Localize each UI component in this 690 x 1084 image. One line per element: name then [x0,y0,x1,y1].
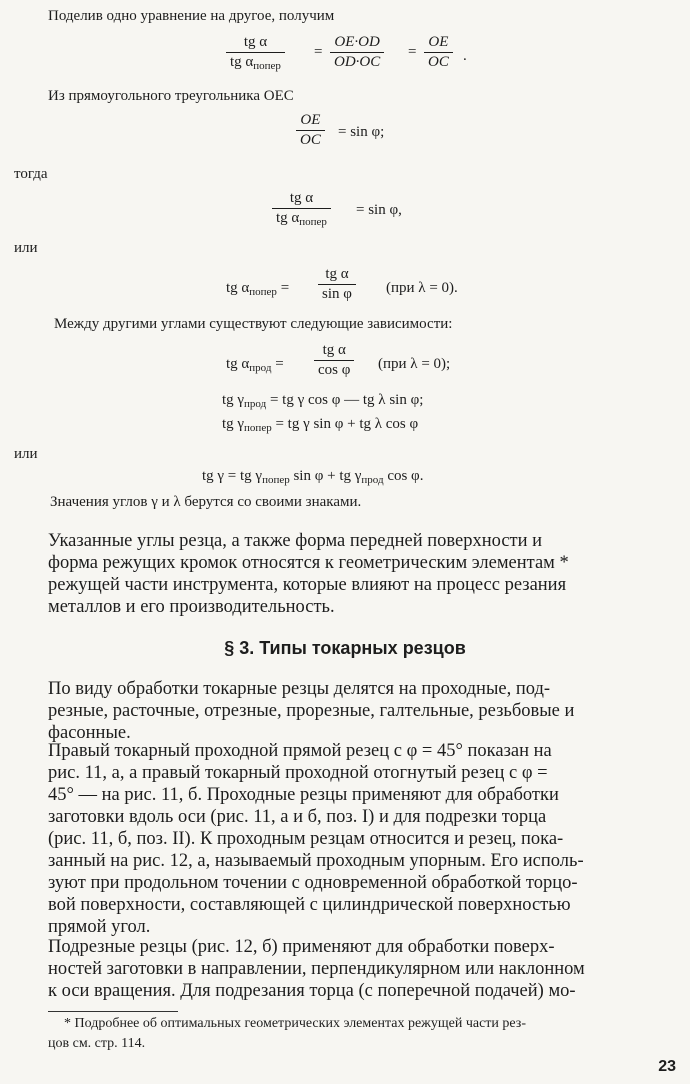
paragraph-pass-cutters: Правый токарный проходной прямой резец с φ = 45° показан на рис. 11, а, а правый токарный проходной отогнутый резец с φ = 45° — на рис. 11, б. Проходные резцы применяют для обработки заготовки вдоль оси (рис. 11, а и б, поз. I) и для подрезки торца (рис. 11, б, поз. II). К проходным резцам относится и резец, пока- занный на рис. 12, а, называемый проходным упорным. Его исполь- зуют при продольном точении с одновременной обработкой торцо- вой поверхности, составляющей с цилиндрической поверхностью прямой угол. [48,741,584,937]
between-line: Между другими углами существуют следующие зависимости: [54,316,453,332]
or-word-1: или [14,240,38,256]
eq5-den: cos φ [318,362,351,378]
paragraph-types: По виду обработки токарные резцы делятся на проходные, под- резные, расточные, отрезные, прорезные, галтельные, резьбовые и фасонные. [48,679,575,743]
page-number: 23 [658,1058,676,1075]
eq1-num1: tg α [226,34,285,53]
eq5-condition: (при λ = 0); [378,356,451,372]
eq3-den: tg α [276,210,300,226]
or-word-2: или [14,446,38,462]
eq2-rhs: = sin φ; [338,124,385,140]
eq3-rhs: = sin φ, [356,202,402,218]
eq1-num3: OE [424,34,453,53]
eq1-den3: OC [428,54,449,70]
footnote: * Подробнее об оптимальных геометрических элементах режущей части рез- цов см. стр. 114. [48,1016,526,1051]
eq5-lhs: tg α [226,356,250,372]
signs-line: Значения углов γ и λ берутся со своими знаками. [50,494,362,510]
eq4-num: tg α [318,266,356,285]
eq4-condition: (при λ = 0). [386,280,458,296]
equation-6: tg $\gamma_{прод}$ = tg γ cos φ — tg λ sin φ; [222,392,424,410]
eq3-den-sub: попер [299,216,327,228]
book-page: Поделив одно уравнение на другое, получим tg α tg $\alpha_{попер}$ = $\frac{OE\cdot OD}{OD\cdot OC}$ = $\frac{OE}{OC}$ . Из прямоугольного треугольника OEC $\frac{OE}{OC}$ = sin φ; тогда tg α tg $\alpha_{попер}$ = sin φ, или tg $\alpha_{попер}$ = $\frac{\text{tg α}}{\text{sin φ}}$ (при λ = 0). Между другими углами существуют следующие зависимости: tg $\alpha_{прод}$ = $\frac{\text{tg α}}{\text{cos φ}}$ (при λ = 0); tg $\gamma_{прод}$ = tg γ cos φ — tg λ sin φ; tg $\gamma_{попер}$ = tg γ sin φ + tg λ cos φ или tg γ = tg $\gamma_{попер}$ sin φ + tg $\gamma_{прод}$ cos φ. Значения углов γ и λ берутся со своими знаками. Указанные углы резца, а также форма передней поверхности и форма режущих кромок относятся к геометрическим элементам * режущей части инструмента, которые влияют на процесс резания металлов и его производительность. § 3. Типы токарных резцов По виду обработки токарные резцы делятся на проходные, под- резные, расточные, отрезные, прорезные, галтельные, резьбовые и фасонные. Правый токарный проходной прямой резец с φ = 45° показан на рис. 11, а, а правый токарный проходной отогнутый резец с φ = 45° — на рис. 11, б. Проходные резцы применяют для обработки заготовки вдоль оси (рис. 11, а и б, поз. I) и для подрезки торца (рис. 11, б, поз. II). К проходным резцам относится и резец, пока- занный на рис. 12, а, называемый проходным упорным. Его исполь- зуют при продольном точении с одновременной обработкой торцо- вой поверхности, составляющей с цилиндрической поверхностью прямой угол. Подрезные резцы (рис. 12, б) применяют для обработки поверх- ностей заготовки в направлении, перпендикулярном или наклонном к оси вращения. Для подрезания торца (с поперечной подачей) мо- * Подробнее об оптимальных геометрических элементах режущей части рез- цов см. стр. 114. 23 [0,0,690,1084]
eq4-den: sin φ [322,286,352,302]
intro-line: Поделив одно уравнение на другое, получим [48,8,335,24]
eq3-num: tg α [272,190,331,209]
eq1-den1-sub: попер [253,60,281,72]
eq2-num: OE [296,112,325,131]
footnote-divider [48,1011,178,1012]
section-heading: § 3. Типы токарных резцов [224,638,466,658]
eq5-num: tg α [314,342,354,361]
then-word: тогда [14,166,48,182]
paragraph-facing-cutters: Подрезные резцы (рис. 12, б) применяют для обработки поверх- ностей заготовки в направлении, перпендикулярном или наклонном к оси вращения. Для подрезания торца (с поперечной подачей) мо- [48,937,585,1001]
eq1-num2: OE·OD [330,34,384,53]
eq5-lhs-sub: прод [249,362,272,374]
eq4-lhs: tg α [226,280,250,296]
eq1-den1: tg α [230,54,254,70]
eq1-period: . [463,48,467,64]
paragraph-geometry: Указанные углы резца, а также форма передней поверхности и форма режущих кромок относятся к геометрическим элементам * режущей части инструмента, которые влияют на процесс резания металлов и его производительность. [48,531,569,617]
eq4-lhs-sub: попер [249,286,277,298]
eq1-den2: OD·OC [334,54,381,70]
triangle-line: Из прямоугольного треугольника OEC [48,88,294,104]
equation-8: tg γ = tg $\gamma_{попер}$ sin φ + tg $\gamma_{прод}$ cos φ. [202,468,424,486]
equation-7: tg $\gamma_{попер}$ = tg γ sin φ + tg λ cos φ [222,416,419,434]
eq1-equals-a: = [314,44,323,60]
eq2-den: OC [300,132,321,148]
eq1-equals-b: = [408,44,417,60]
